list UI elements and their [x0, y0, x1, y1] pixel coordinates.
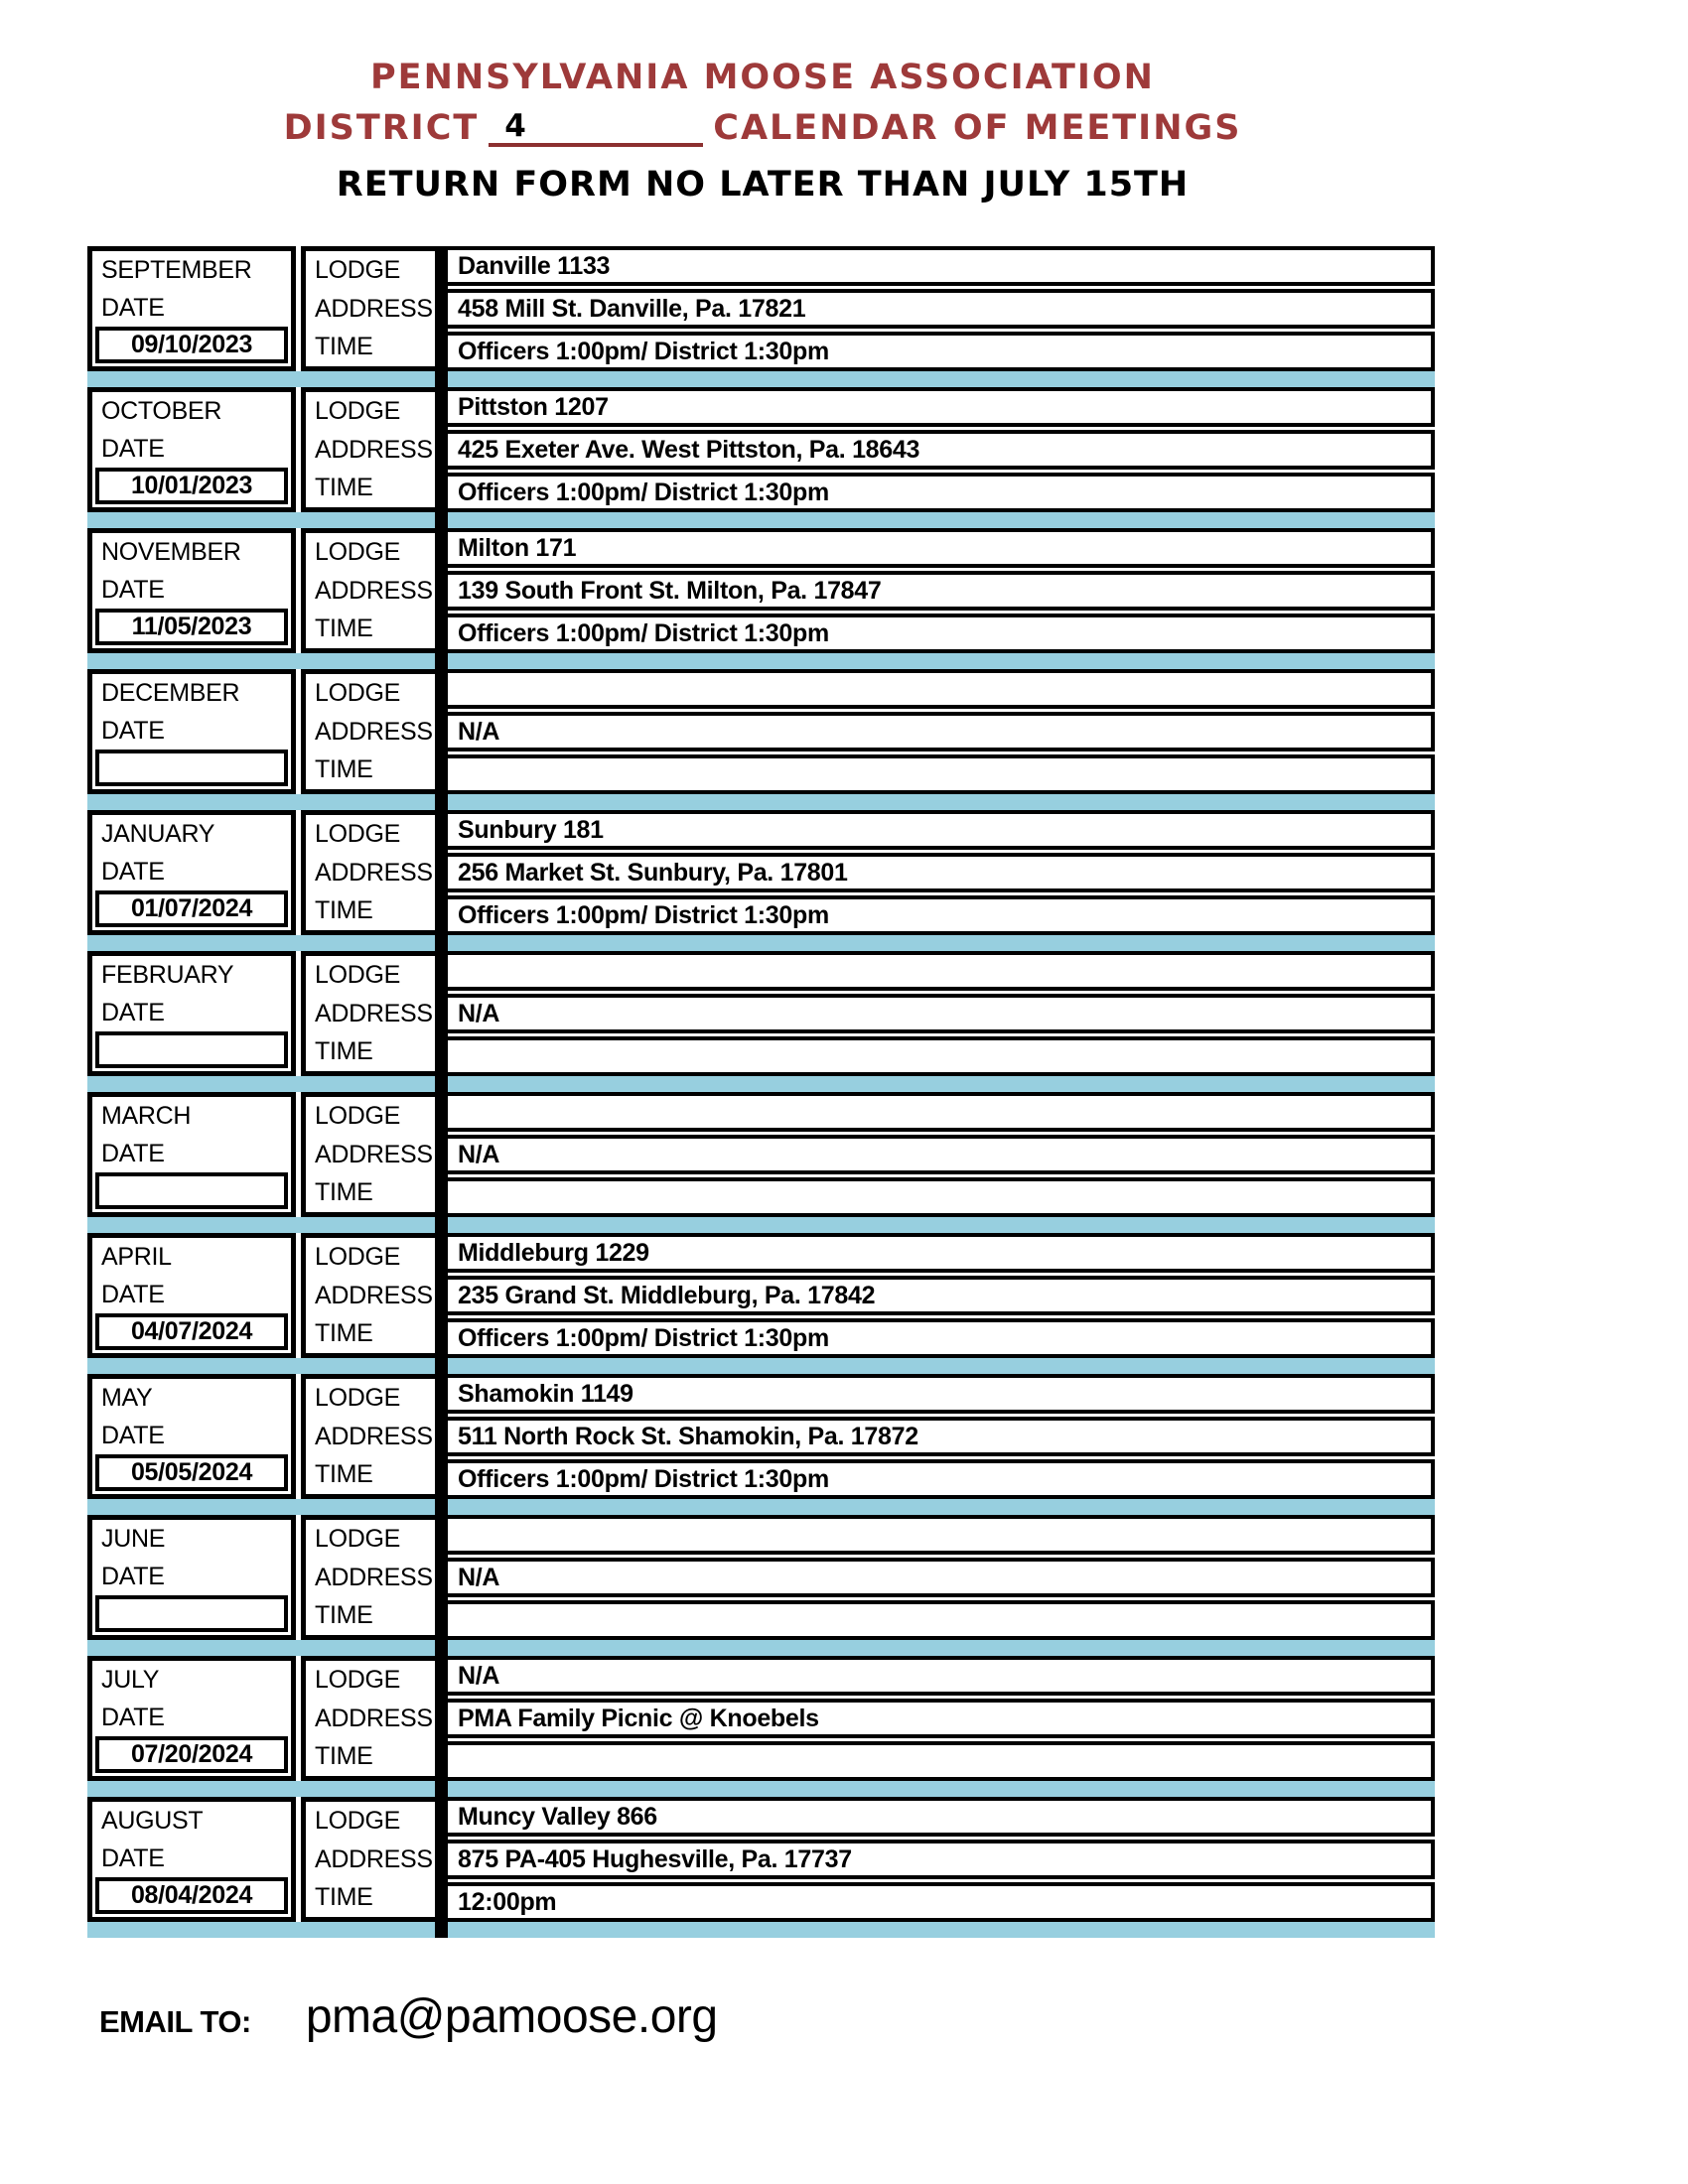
calendar-label: CALENDAR OF MEETINGS: [713, 108, 1242, 148]
page-footer: [99, 1989, 718, 2044]
values-column: [444, 1797, 1435, 1922]
field-labels-box: [301, 246, 440, 371]
month-date-box: [87, 1656, 296, 1781]
values-column: [444, 387, 1435, 512]
address-label: ADDRESS: [315, 717, 433, 746]
field-labels-box: [301, 810, 440, 935]
values-column: [444, 528, 1435, 653]
time-label: TIME: [315, 1742, 373, 1771]
time-label: TIME: [315, 474, 373, 502]
address-value-cell: 235 Grand St. Middleburg, Pa. 17842: [444, 1276, 1435, 1315]
lodge-value-cell: Middleburg 1229: [444, 1233, 1435, 1273]
date-value-cell: [95, 1031, 288, 1068]
lodge-value-cell: [444, 951, 1435, 991]
field-labels-box: [301, 1797, 440, 1922]
time-value-cell: [444, 1741, 1435, 1781]
values-column: [444, 246, 1435, 371]
lodge-value-cell: [444, 1092, 1435, 1132]
values-column: [444, 1656, 1435, 1781]
month-block: [87, 1092, 1435, 1217]
date-value-cell: 09/10/2023: [95, 327, 288, 363]
month-label: NOVEMBER: [101, 537, 241, 566]
month-date-box: [87, 1797, 296, 1922]
separator-bar: [87, 794, 1435, 810]
time-value-cell: Officers 1:00pm/ District 1:30pm: [444, 1459, 1435, 1499]
field-labels-box: [301, 1656, 440, 1781]
address-label: ADDRESS: [315, 999, 433, 1027]
month-block: [87, 951, 1435, 1076]
date-label: DATE: [101, 575, 165, 604]
date-label: DATE: [101, 998, 165, 1026]
separator-bar: [87, 653, 1435, 669]
association-title: PENNSYLVANIA MOOSE ASSOCIATION: [370, 58, 1155, 97]
lodge-label: LODGE: [315, 678, 401, 707]
field-labels-box: [301, 1092, 440, 1217]
time-value-cell: [444, 1036, 1435, 1076]
lodge-label: LODGE: [315, 1242, 401, 1271]
lodge-label: LODGE: [315, 1383, 401, 1412]
date-value-cell: 08/04/2024: [95, 1877, 288, 1914]
time-label: TIME: [315, 614, 373, 643]
address-label: ADDRESS: [315, 1844, 433, 1873]
values-column: [444, 810, 1435, 935]
lodge-value-cell: Sunbury 181: [444, 810, 1435, 850]
values-column: [444, 1374, 1435, 1499]
date-value-cell: [95, 750, 288, 786]
values-column: [444, 669, 1435, 794]
address-label: ADDRESS: [315, 1422, 433, 1450]
time-value-cell: Officers 1:00pm/ District 1:30pm: [444, 1318, 1435, 1358]
address-value-cell: N/A: [444, 1558, 1435, 1597]
address-label: ADDRESS: [315, 858, 433, 887]
lodge-label: LODGE: [315, 1101, 401, 1130]
month-label: JULY: [101, 1665, 160, 1694]
address-value-cell: N/A: [444, 1135, 1435, 1174]
month-date-box: [87, 387, 296, 512]
lodge-label: LODGE: [315, 255, 401, 284]
time-label: TIME: [315, 1883, 373, 1912]
month-date-box: [87, 1374, 296, 1499]
address-label: ADDRESS: [315, 1281, 433, 1309]
date-value-cell: 05/05/2024: [95, 1454, 288, 1491]
month-label: JUNE: [101, 1524, 166, 1553]
email-address: pma@pamoose.org: [305, 1990, 718, 2043]
month-date-box: [87, 1092, 296, 1217]
lodge-value-cell: Pittston 1207: [444, 387, 1435, 427]
time-label: TIME: [315, 1319, 373, 1348]
date-label: DATE: [101, 1280, 165, 1308]
page-header: [87, 58, 1438, 205]
date-label: DATE: [101, 716, 165, 745]
time-value-cell: [444, 1600, 1435, 1640]
month-date-box: [87, 951, 296, 1076]
field-labels-box: [301, 1374, 440, 1499]
values-column: [444, 1092, 1435, 1217]
return-note: RETURN FORM NO LATER THAN JULY 15TH: [336, 165, 1190, 205]
separator-bar: [87, 1358, 1435, 1374]
field-labels-box: [301, 387, 440, 512]
lodge-label: LODGE: [315, 396, 401, 425]
month-label: FEBRUARY: [101, 960, 234, 989]
address-value-cell: 139 South Front St. Milton, Pa. 17847: [444, 571, 1435, 611]
email-to-label: EMAIL TO:: [99, 2004, 251, 2039]
address-label: ADDRESS: [315, 1704, 433, 1732]
date-label: DATE: [101, 1139, 165, 1167]
date-label: DATE: [101, 1843, 165, 1872]
address-label: ADDRESS: [315, 1563, 433, 1591]
month-block: [87, 1233, 1435, 1358]
time-label: TIME: [315, 333, 373, 361]
time-value-cell: [444, 754, 1435, 794]
month-label: SEPTEMBER: [101, 255, 252, 284]
date-label: DATE: [101, 434, 165, 463]
date-value-cell: 11/05/2023: [95, 609, 288, 645]
field-labels-box: [301, 528, 440, 653]
address-value-cell: 875 PA-405 Hughesville, Pa. 17737: [444, 1840, 1435, 1879]
values-column: [444, 1515, 1435, 1640]
month-date-box: [87, 246, 296, 371]
month-label: DECEMBER: [101, 678, 240, 707]
lodge-label: LODGE: [315, 960, 401, 989]
address-label: ADDRESS: [315, 294, 433, 323]
values-column: [444, 1233, 1435, 1358]
month-label: OCTOBER: [101, 396, 222, 425]
field-labels-box: [301, 951, 440, 1076]
time-value-cell: Officers 1:00pm/ District 1:30pm: [444, 332, 1435, 371]
address-value-cell: 511 North Rock St. Shamokin, Pa. 17872: [444, 1417, 1435, 1456]
address-value-cell: PMA Family Picnic @ Knoebels: [444, 1699, 1435, 1738]
month-date-box: [87, 810, 296, 935]
time-label: TIME: [315, 1178, 373, 1207]
address-label: ADDRESS: [315, 576, 433, 605]
address-value-cell: 458 Mill St. Danville, Pa. 17821: [444, 289, 1435, 329]
month-label: APRIL: [101, 1242, 172, 1271]
lodge-value-cell: Shamokin 1149: [444, 1374, 1435, 1414]
month-block: [87, 1797, 1435, 1922]
separator-bar: [87, 1781, 1435, 1797]
month-label: MARCH: [101, 1101, 192, 1130]
field-labels-box: [301, 1233, 440, 1358]
time-value-cell: Officers 1:00pm/ District 1:30pm: [444, 895, 1435, 935]
address-label: ADDRESS: [315, 1140, 433, 1168]
separator-bar: [87, 1076, 1435, 1092]
separator-bar: [87, 1217, 1435, 1233]
separator-bar: [87, 371, 1435, 387]
field-labels-box: [301, 669, 440, 794]
separator-bar: [87, 935, 1435, 951]
month-date-box: [87, 1515, 296, 1640]
time-value-cell: 12:00pm: [444, 1882, 1435, 1922]
lodge-label: LODGE: [315, 1806, 401, 1835]
address-value-cell: 256 Market St. Sunbury, Pa. 17801: [444, 853, 1435, 892]
date-label: DATE: [101, 1421, 165, 1449]
lodge-value-cell: Danville 1133: [444, 246, 1435, 286]
district-label: DISTRICT: [283, 108, 480, 148]
district-line: [87, 108, 1438, 150]
time-label: TIME: [315, 896, 373, 925]
address-value-cell: 425 Exeter Ave. West Pittston, Pa. 18643: [444, 430, 1435, 470]
time-label: TIME: [315, 1460, 373, 1489]
district-number-blank: 4: [489, 109, 703, 147]
lodge-label: LODGE: [315, 1524, 401, 1553]
month-block: [87, 387, 1435, 512]
address-value-cell: N/A: [444, 994, 1435, 1033]
separator-bar: [87, 512, 1435, 528]
date-value-cell: 10/01/2023: [95, 468, 288, 504]
date-value-cell: [95, 1595, 288, 1632]
time-label: TIME: [315, 1601, 373, 1630]
lodge-value-cell: [444, 1515, 1435, 1555]
lodge-value-cell: [444, 669, 1435, 709]
field-labels-box: [301, 1515, 440, 1640]
month-label: JANUARY: [101, 819, 215, 848]
month-block: [87, 669, 1435, 794]
lodge-value-cell: Milton 171: [444, 528, 1435, 568]
date-value-cell: [95, 1172, 288, 1209]
time-label: TIME: [315, 1037, 373, 1066]
lodge-value-cell: Muncy Valley 866: [444, 1797, 1435, 1837]
lodge-value-cell: N/A: [444, 1656, 1435, 1696]
time-value-cell: Officers 1:00pm/ District 1:30pm: [444, 614, 1435, 653]
time-value-cell: [444, 1177, 1435, 1217]
month-block: [87, 1374, 1435, 1499]
month-block: [87, 528, 1435, 653]
date-value-cell: 04/07/2024: [95, 1313, 288, 1350]
lodge-label: LODGE: [315, 819, 401, 848]
address-label: ADDRESS: [315, 435, 433, 464]
month-date-box: [87, 1233, 296, 1358]
month-block: [87, 810, 1435, 935]
month-date-box: [87, 669, 296, 794]
date-value-cell: 01/07/2024: [95, 890, 288, 927]
month-block: [87, 246, 1435, 371]
lodge-label: LODGE: [315, 537, 401, 566]
time-value-cell: Officers 1:00pm/ District 1:30pm: [444, 473, 1435, 512]
time-label: TIME: [315, 755, 373, 784]
month-block: [87, 1515, 1435, 1640]
month-block: [87, 1656, 1435, 1781]
date-value-cell: 07/20/2024: [95, 1736, 288, 1773]
month-label: MAY: [101, 1383, 153, 1412]
month-label: AUGUST: [101, 1806, 204, 1835]
address-value-cell: N/A: [444, 712, 1435, 751]
date-label: DATE: [101, 1703, 165, 1731]
date-label: DATE: [101, 857, 165, 886]
separator-bar: [87, 1640, 1435, 1656]
lodge-label: LODGE: [315, 1665, 401, 1694]
date-label: DATE: [101, 293, 165, 322]
separator-bar: [87, 1922, 1435, 1938]
date-label: DATE: [101, 1562, 165, 1590]
separator-bar: [87, 1499, 1435, 1515]
month-date-box: [87, 528, 296, 653]
meetings-table: [87, 246, 1435, 1938]
values-column: [444, 951, 1435, 1076]
